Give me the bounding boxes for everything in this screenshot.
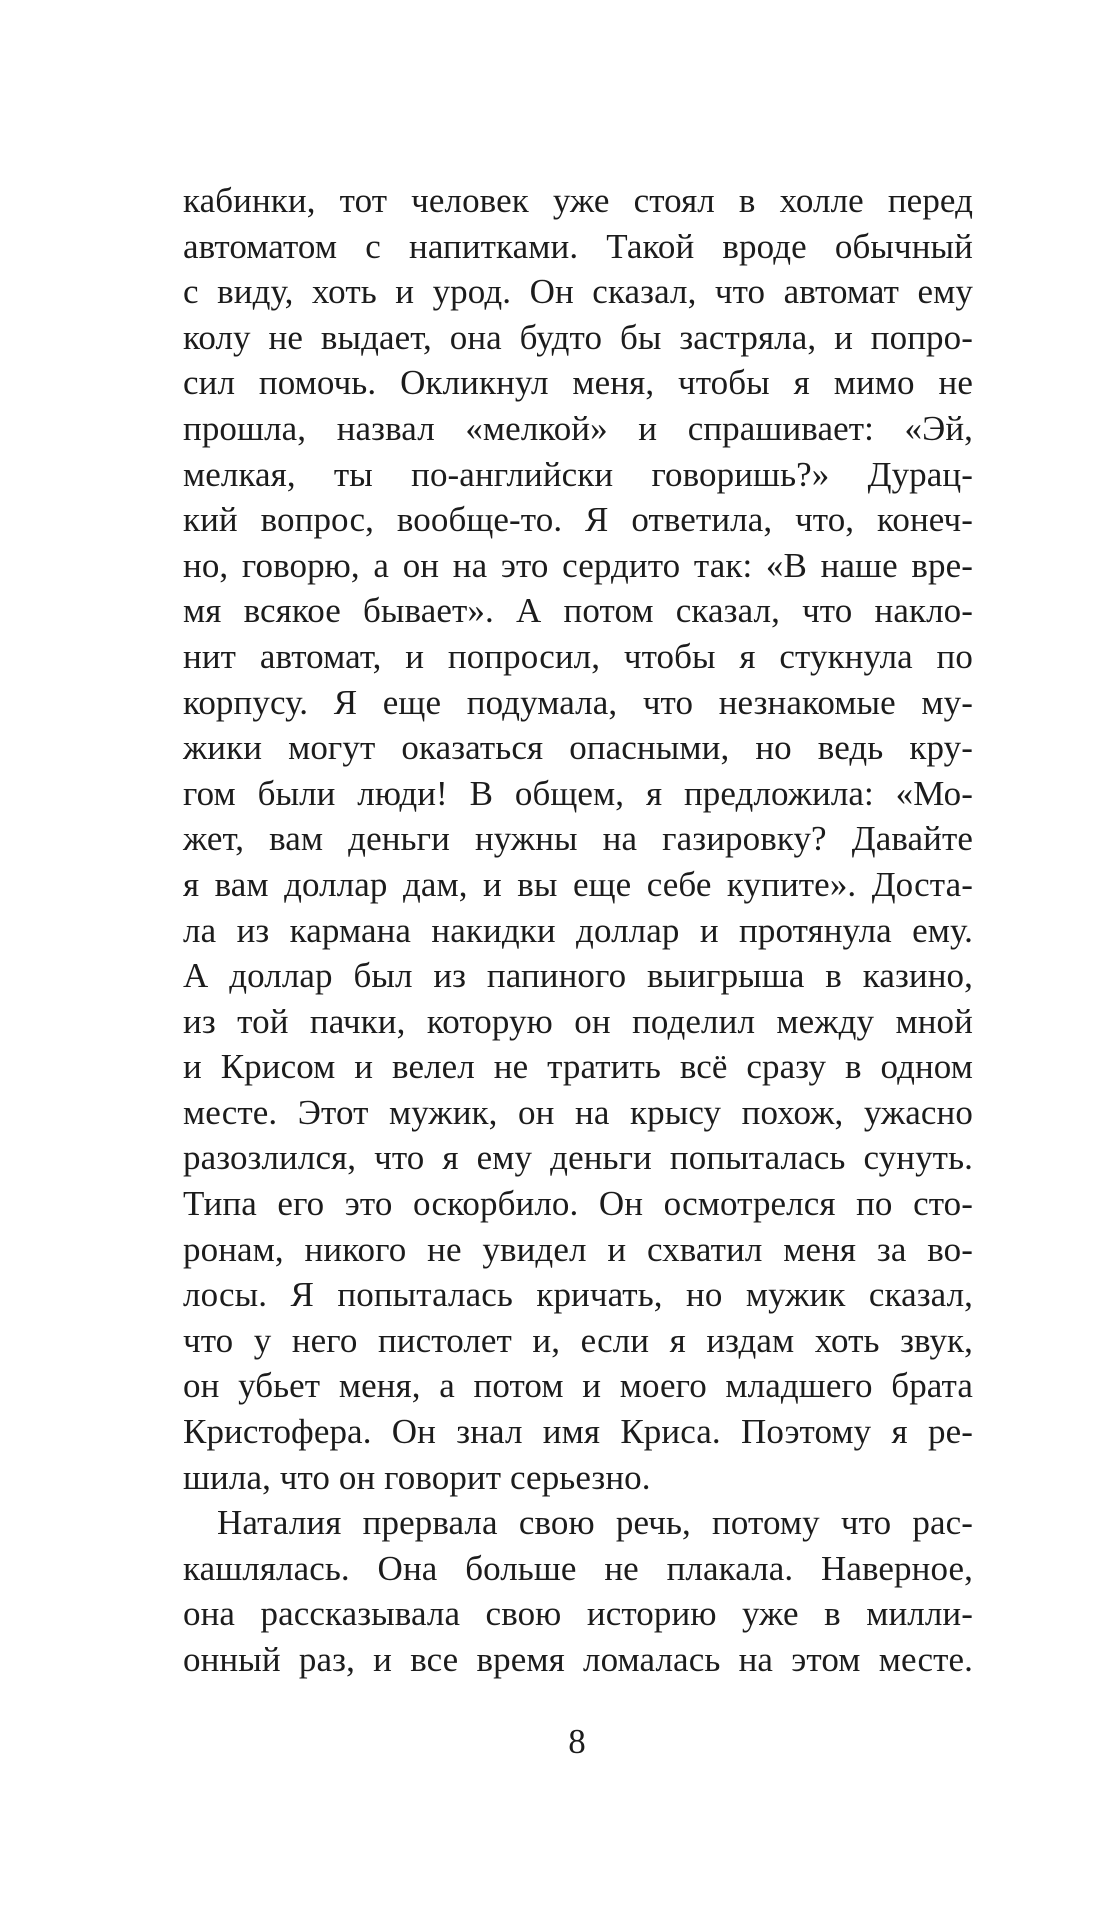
text-line: онный раз, и все время ломалась на этом месте. (183, 1640, 973, 1679)
text-line: лосы. Я попыталась кричать, но мужик сказал, (183, 1275, 973, 1315)
text-line: нит автомат, и попросил, чтобы я стукнула по (183, 636, 973, 676)
page-number: 8 (568, 1722, 586, 1761)
text-line: что у него пистолет и, если я издам хоть звук, (183, 1320, 973, 1360)
text-line: я вам доллар дам, и вы еще себе купите». Доста- (183, 864, 973, 904)
text-line: он убьет меня, а потом и моего младшего брата (183, 1366, 973, 1406)
text-line: разозлился, что я ему деньги попыталась сунуть. (183, 1138, 973, 1178)
text-line: колу не выдает, она будто бы застряла, и попро- (183, 317, 973, 357)
text-line: А доллар был из папиного выигрыша в казино, (183, 956, 973, 996)
text-line: Типа его это оскорбило. Он осмотрелся по сто- (183, 1184, 973, 1224)
text-line: ронам, никого не увидел и схватил меня за во- (183, 1229, 973, 1269)
text-line: корпусу. Я еще подумала, что незнакомые му- (183, 682, 973, 722)
text-line: кабинки, тот человек уже стоял в холле перед (183, 181, 973, 220)
text-line: ла из кармана накидки доллар и протянула ему. (183, 910, 973, 950)
text-line: жики могут оказаться опасными, но ведь кру- (183, 728, 973, 768)
text-line: мелкая, ты по-английски говоришь?» Дурац- (183, 454, 973, 494)
text-line: шила, что он говорит серьезно. (183, 1457, 651, 1497)
text-line: с виду, хоть и урод. Он сказал, что автомат ему (183, 272, 973, 312)
text-line: кий вопрос, вообще-то. Я ответила, что, конеч- (183, 500, 973, 540)
text-line: гом были люди! В общем, я предложила: «Мо- (183, 773, 973, 813)
text-line: она рассказывала свою историю уже в милли- (183, 1594, 973, 1634)
text-line: кашлялась. Она больше не плакала. Наверное, (183, 1548, 973, 1588)
text-line: Наталия прервала свою речь, потому что рас- (217, 1503, 973, 1543)
text-line: сил помочь. Окликнул меня, чтобы я мимо не (183, 363, 973, 403)
body-text (183, 178, 973, 1683)
text-line: месте. Этот мужик, он на крысу похож, ужасно (183, 1092, 973, 1132)
text-line: мя всякое бывает». А потом сказал, что накло- (183, 591, 973, 631)
text-line: из той пачки, которую он поделил между мной (183, 1001, 973, 1041)
text-line: автоматом с напитками. Такой вроде обычный (183, 226, 973, 266)
text-line: но, говорю, а он на это сердито так: «В наше вре- (183, 545, 973, 585)
text-line: Кристофера. Он знал имя Криса. Поэтому я ре- (183, 1412, 973, 1452)
text-line: жет, вам деньги нужны на газировку? Давайте (183, 819, 973, 859)
text-line: прошла, назвал «мелкой» и спрашивает: «Эй, (183, 408, 973, 448)
text-line: и Крисом и велел не тратить всё сразу в одном (183, 1047, 973, 1087)
